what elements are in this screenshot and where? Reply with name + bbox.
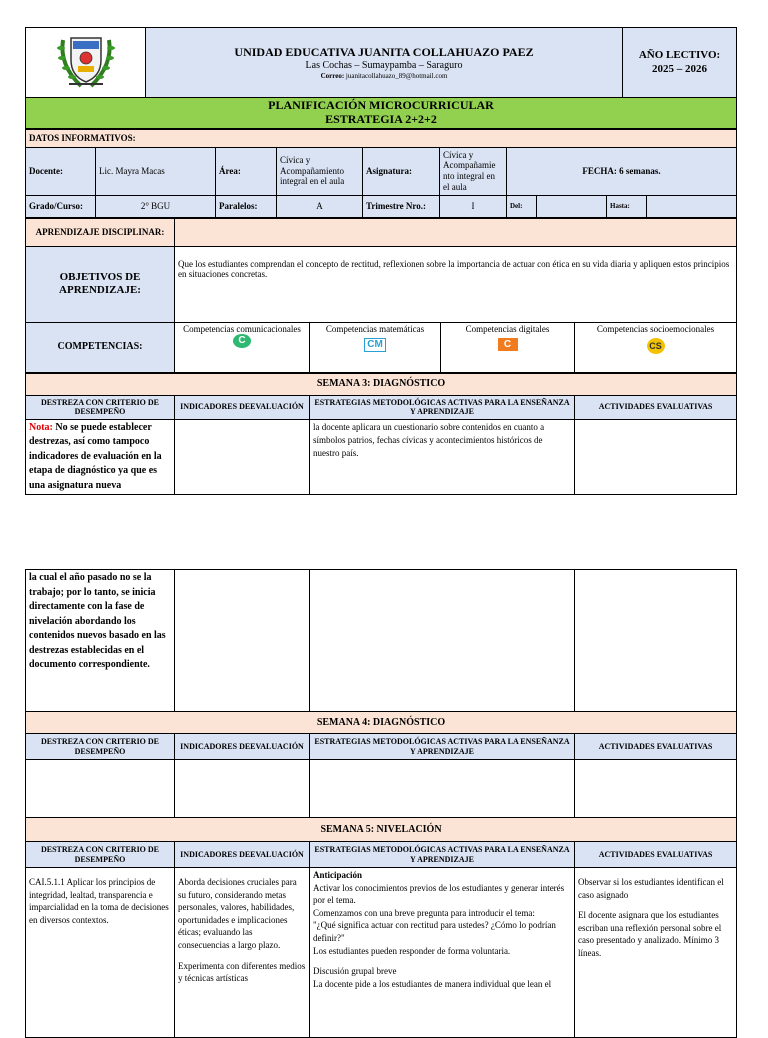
grado-value: 2° BGU: [96, 195, 216, 217]
competencia-socioemocional: Competencias socioemocionales CS: [575, 322, 737, 372]
docente-label: Docente:: [26, 147, 96, 195]
col-destreza: DESTREZA CON CRITERIO DE DESEMPEÑO: [26, 842, 175, 868]
school-email: Correo: juanitacollahuazo_89@hotmail.com: [320, 71, 448, 80]
competencia-digital: Competencias digitales C: [441, 322, 575, 372]
page-2: [25, 569, 736, 1038]
actividad-2: El docente asignara que los estudiantes escriban una reflexión personal sobre el caso presentado y analizado. Mínimo 3 líneas.: [578, 910, 722, 958]
semana3-actividades: [575, 419, 737, 495]
estrategia-line-4: Los estudiantes pueden responder de forma voluntaria.: [313, 945, 511, 956]
col-actividades: ACTIVIDADES EVALUATIVAS: [575, 842, 737, 868]
objetivos-value: Que los estudiantes comprendan el concepto de rectitud, reflexionen sobre la importancia de actuar con ética en su vida diaria y apliquen estos principios en situaciones concretas.: [175, 246, 737, 322]
matematica-icon: CM: [364, 338, 386, 352]
header-table: [25, 27, 737, 129]
semana4-indicadores: [175, 760, 310, 818]
semana4-estrategias: [310, 760, 575, 818]
semana5-indicador-2: Experimenta con diferentes medios y técnicas artísticas: [178, 960, 306, 984]
area-value: Cívica y Acompañamiento integral en el aula: [277, 147, 363, 195]
competencia-comunicacional: Competencias comunicacionales C: [175, 322, 310, 372]
semana3-estrategia-cont: [310, 570, 575, 712]
semana3-title: SEMANA 3: DIAGNÓSTICO: [26, 373, 737, 395]
col-actividades: ACTIVIDADES EVALUATIVAS: [575, 395, 737, 419]
semana4-actividades: [575, 760, 737, 818]
del-label: Del:: [507, 195, 537, 217]
estrategia-line-1: Activar los conocimientos previos de los estudiantes y generar interés por el tema.: [313, 882, 565, 906]
estrategia-line-3: "¿Qué significa actuar con rectitud para ustedes? ¿Cómo lo podrían definir?": [313, 920, 556, 943]
semana3-continued-table: [25, 569, 737, 1038]
col-estrategias: ESTRATEGIAS METODOLÓGICAS ACTIVAS PARA LA ENSEÑANZA Y APRENDIZAJE: [310, 734, 575, 760]
col-actividades: ACTIVIDADES EVALUATIVAS: [575, 734, 737, 760]
semana5-indicadores: [175, 868, 310, 1038]
semana5-estrategias: [310, 868, 575, 1038]
school-location: Las Cochas – Sumaypamba – Saraguro: [305, 59, 463, 71]
col-estrategias: ESTRATEGIAS METODOLÓGICAS ACTIVAS PARA LA ENSEÑANZA Y APRENDIZAJE: [310, 842, 575, 868]
semana5-actividades: [575, 868, 737, 1038]
school-year: AÑO LECTIVO: 2025 – 2026: [623, 28, 737, 98]
semana5-destreza: CAI.5.1.1 Aplicar los principios de integridad, lealtad, transparencia e imparcialidad en la toma de decisiones en diversos contextos.: [26, 868, 175, 1038]
semana5-title: SEMANA 5: NIVELACIÓN: [26, 818, 737, 842]
semana3-actividades-cont: [575, 570, 737, 712]
semana5-indicador-1: Aborda decisiones cruciales para su futuro, considerando metas personales, valores, habilidades, oportunidades e implicaciones éticas; evaluando las consecuencias a largo plazo.: [178, 877, 297, 950]
trimestre-label: Trimestre Nro.:: [363, 195, 440, 217]
page-1: [25, 27, 736, 495]
aprendizaje-label: APRENDIZAJE DISCIPLINAR:: [26, 218, 175, 246]
hasta-label: Hasta:: [607, 195, 647, 217]
fecha-value: FECHA: 6 semanas.: [507, 147, 737, 195]
plan-title: PLANIFICACIÓN MICROCURRICULAR ESTRATEGIA 2+2+2: [26, 98, 737, 129]
school-name: UNIDAD EDUCATIVA JUANITA COLLAHUAZO PAEZ: [234, 45, 534, 60]
competencias-label: COMPETENCIAS:: [26, 322, 175, 372]
school-info: [146, 28, 623, 98]
objectives-table: [25, 218, 737, 373]
col-destreza: DESTREZA CON CRITERIO DE DESEMPEÑO: [26, 734, 175, 760]
trimestre-value: I: [440, 195, 507, 217]
col-indicadores: INDICADORES DEEVALUACIÓN: [175, 395, 310, 419]
semana3-table: [25, 373, 737, 496]
col-indicadores: INDICADORES DEEVALUACIÓN: [175, 734, 310, 760]
estrategia-line-6: La docente pide a los estudiantes de manera individual que lean el: [313, 978, 552, 989]
asignatura-value: Cívica y Acompañamie nto integral en el aula: [440, 147, 507, 195]
paralelo-value: A: [277, 195, 363, 217]
comunicacional-icon: C: [233, 334, 251, 348]
digital-icon: C: [498, 338, 518, 351]
estrategia-line-5: Discusión grupal breve: [313, 966, 397, 977]
col-estrategias: ESTRATEGIAS METODOLÓGICAS ACTIVAS PARA LA ENSEÑANZA Y APRENDIZAJE: [310, 395, 575, 419]
socioemocional-icon: CS: [647, 338, 665, 354]
semana3-nota-cont: la cual el año pasado no se la trabajo; por lo tanto, se inicia directamente con la fase de nivelación abordando los contenidos nuevos basado en las destrezas establecidas en el documento correspondiente.: [26, 570, 175, 712]
paralelos-label: Paralelos:: [216, 195, 277, 217]
semana3-estrategia: la docente aplicara un cuestionario sobre contenidos en cuanto a símbolos patrios, fechas cívicas y acontecimientos históricos de nuestro país.: [310, 419, 575, 495]
anticipacion-heading: Anticipación: [313, 870, 363, 880]
area-label: Área:: [216, 147, 277, 195]
actividad-1: Observar si los estudiantes identifican el caso asignado: [578, 877, 724, 900]
semana4-destreza: [26, 760, 175, 818]
semana3-indicadores: [175, 419, 310, 495]
info-table: [25, 129, 737, 218]
aprendizaje-value: [175, 218, 737, 246]
docente-value: Lic. Mayra Macas: [96, 147, 216, 195]
semana3-indicadores-cont: [175, 570, 310, 712]
semana3-nota: Nota: No se puede establecer destrezas, así como tampoco indicadores de evaluación en la etapa de diagnóstico ya que es una asignatura nueva: [26, 419, 175, 495]
school-crest-icon: [51, 30, 121, 92]
school-logo: [26, 28, 146, 98]
semana4-title: SEMANA 4: DIAGNÓSTICO: [26, 712, 737, 734]
col-indicadores: INDICADORES DEEVALUACIÓN: [175, 842, 310, 868]
asignatura-label: Asignatura:: [363, 147, 440, 195]
estrategia-line-2: Comenzamos con una breve pregunta para introducir el tema:: [313, 907, 535, 918]
objetivos-label: OBJETIVOS DE APRENDIZAJE:: [26, 246, 175, 322]
grado-label: Grado/Curso:: [26, 195, 96, 217]
datos-section: DATOS INFORMATIVOS:: [26, 129, 737, 147]
del-value: [537, 195, 607, 217]
hasta-value: [647, 195, 737, 217]
competencia-matematica: Competencias matemáticas CM: [310, 322, 441, 372]
col-destreza: DESTREZA CON CRITERIO DE DESEMPEÑO: [26, 395, 175, 419]
